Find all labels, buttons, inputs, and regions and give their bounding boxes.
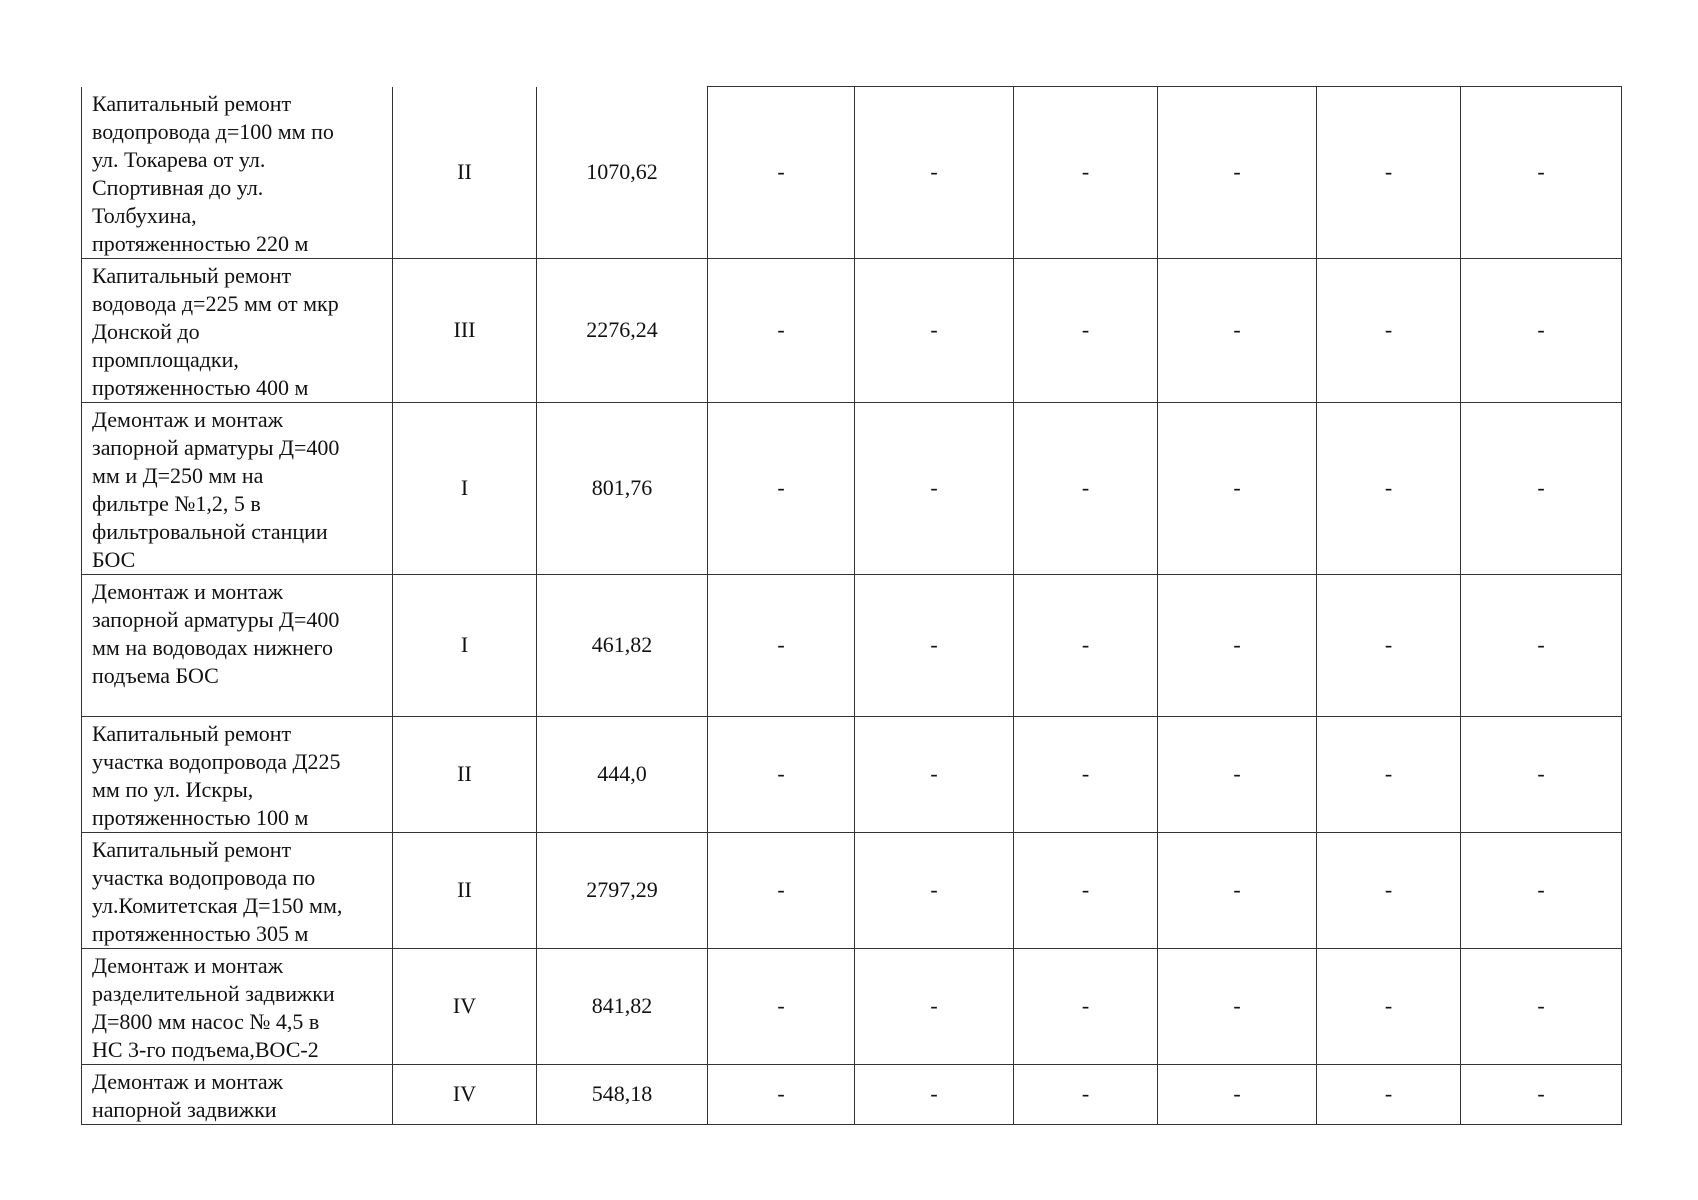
year-value-cell: - [1317,1064,1461,1124]
year-value-cell: - [855,948,1014,1064]
year-value-cell: - [855,832,1014,948]
year-value-cell: - [855,258,1014,402]
category-cell: II [393,87,537,259]
work-description-cell: Демонтаж и монтаж запорной арматуры Д=400 мм и Д=250 мм на фильтре №1,2, 5 в фильтровальной станции БОС [82,402,393,574]
year-value-cell: - [1317,402,1461,574]
year-value-cell: - [1158,716,1317,832]
year-value-cell: - [855,1064,1014,1124]
year-value-cell: - [1461,402,1622,574]
year-value-cell: - [1461,716,1622,832]
year-value-cell: - [1317,87,1461,259]
year-value-cell: - [708,832,855,948]
year-value-cell: - [1158,402,1317,574]
year-value-cell: - [1158,1064,1317,1124]
year-value-cell: - [1158,574,1317,716]
works-table [81,86,1622,1125]
year-value-cell: - [708,87,855,259]
year-value-cell: - [1158,948,1317,1064]
work-description-cell: Демонтаж и монтаж запорной арматуры Д=400 мм на водоводах нижнего подъема БОС [82,574,393,716]
category-cell: I [393,402,537,574]
category-cell: III [393,258,537,402]
category-cell: IV [393,1064,537,1124]
year-value-cell: - [1461,832,1622,948]
year-value-cell: - [855,402,1014,574]
year-value-cell: - [1014,574,1158,716]
year-value-cell: - [1461,258,1622,402]
year-value-cell: - [708,1064,855,1124]
table-row [82,716,1622,832]
work-description-cell: Демонтаж и монтаж разделительной задвижки Д=800 мм насос № 4,5 в НС 3-го подъема,ВОС-2 [82,948,393,1064]
cost-cell: 1070,62 [537,87,708,259]
year-value-cell: - [1317,258,1461,402]
cost-cell: 548,18 [537,1064,708,1124]
year-value-cell: - [1461,574,1622,716]
year-value-cell: - [1317,716,1461,832]
work-description-cell: Капитальный ремонт участка водопровода Д225 мм по ул. Искры, протяженностью 100 м [82,716,393,832]
table-row [82,832,1622,948]
year-value-cell: - [1317,832,1461,948]
year-value-cell: - [708,258,855,402]
year-value-cell: - [1461,1064,1622,1124]
category-cell: IV [393,948,537,1064]
table-row [82,87,1622,259]
work-description-cell: Капитальный ремонт водовода д=225 мм от мкр Донской до промплощадки, протяженностью 400 м [82,258,393,402]
table-row [82,1064,1622,1124]
work-description-cell: Капитальный ремонт водопровода д=100 мм по ул. Токарева от ул. Спортивная до ул. Толбухина, протяженностью 220 м [82,87,393,259]
year-value-cell: - [1317,948,1461,1064]
year-value-cell: - [1014,87,1158,259]
table-row [82,948,1622,1064]
year-value-cell: - [1014,258,1158,402]
year-value-cell: - [708,402,855,574]
year-value-cell: - [708,716,855,832]
category-cell: I [393,574,537,716]
table-row [82,258,1622,402]
works-table-body [82,87,1622,1125]
cost-cell: 2276,24 [537,258,708,402]
year-value-cell: - [1014,716,1158,832]
cost-cell: 801,76 [537,402,708,574]
table-row [82,574,1622,716]
year-value-cell: - [1014,1064,1158,1124]
year-value-cell: - [1158,258,1317,402]
year-value-cell: - [708,574,855,716]
year-value-cell: - [1014,948,1158,1064]
table-row [82,402,1622,574]
year-value-cell: - [1014,832,1158,948]
work-description-cell: Капитальный ремонт участка водопровода по ул.Комитетская Д=150 мм, протяженностью 305 м [82,832,393,948]
cost-cell: 841,82 [537,948,708,1064]
category-cell: II [393,832,537,948]
year-value-cell: - [1158,832,1317,948]
category-cell: II [393,716,537,832]
year-value-cell: - [855,716,1014,832]
year-value-cell: - [1461,87,1622,259]
year-value-cell: - [1461,948,1622,1064]
cost-cell: 461,82 [537,574,708,716]
year-value-cell: - [1158,87,1317,259]
cost-cell: 444,0 [537,716,708,832]
cost-cell: 2797,29 [537,832,708,948]
year-value-cell: - [1317,574,1461,716]
work-description-cell: Демонтаж и монтаж напорной задвижки [82,1064,393,1124]
year-value-cell: - [708,948,855,1064]
year-value-cell: - [1014,402,1158,574]
year-value-cell: - [855,87,1014,259]
year-value-cell: - [855,574,1014,716]
